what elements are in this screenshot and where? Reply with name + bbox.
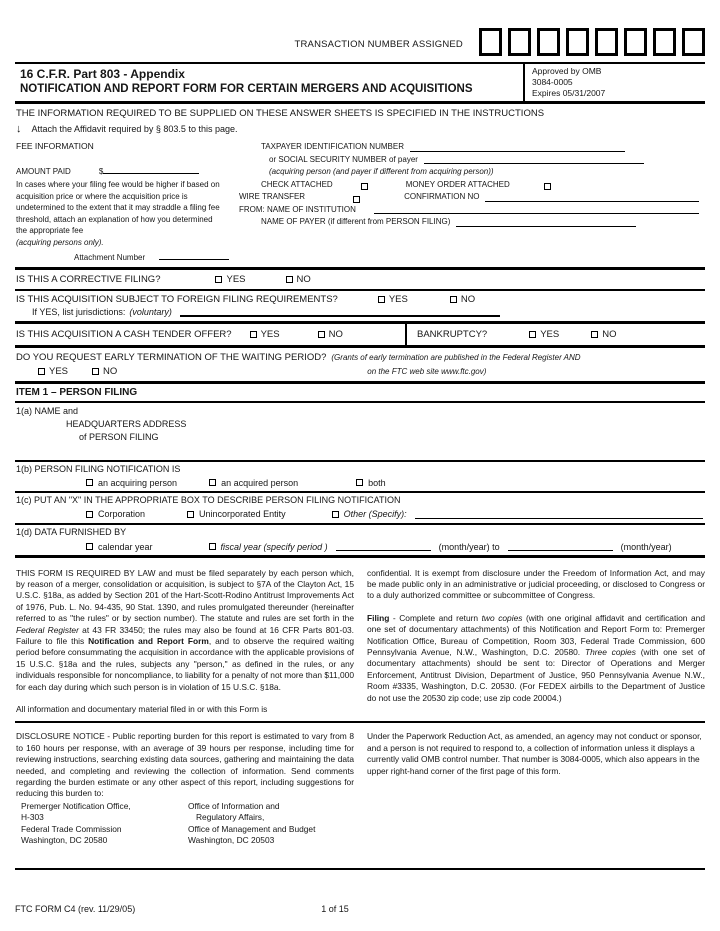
institution-field[interactable]: [374, 204, 699, 214]
no-label: NO: [103, 365, 118, 377]
item1b-section: [15, 462, 705, 493]
ftc-address-line: Washington, DC 20580: [21, 835, 108, 846]
payer-note-row: [239, 166, 705, 178]
paperwork-reduction-text: Under the Paperwork Reduction Act, as amended, an agency may not conduct or sponsor, and a person is not required to respond to, a collection of information unless it displays a currently valid OMB control number. That number is 3084-0005, which also appears in the upper right-hand corner of the first page of this form.: [367, 731, 702, 776]
legal-text-section: [15, 558, 705, 722]
foreign-no-option: [450, 294, 475, 305]
cash-yes-option: [250, 329, 280, 340]
no-label: NO: [328, 328, 343, 340]
bankruptcy-cell: [405, 324, 705, 345]
cash-no-checkbox[interactable]: [318, 331, 325, 338]
yes-label: YES: [540, 328, 560, 340]
institution-label: FROM: NAME OF INSTITUTION: [239, 204, 356, 214]
unincorporated-label: Unincorporated Entity: [199, 509, 286, 519]
transaction-digit-box[interactable]: [595, 28, 618, 56]
other-label: Other (Specify):: [343, 509, 407, 519]
fiscal-year-label: fiscal year (specify period ): [220, 541, 328, 552]
form-header-titles: [15, 64, 523, 101]
legal-p4-part-d: (with one original affidavit and certification and one set of documentary attachments) of this Notification and Report Form to: Premerger Notification Office, Bureau of Competition, Room 303, Federal Trade Commission, 600 Pennsylvania Avenue, N.W., Washington, D.C. 20580.: [367, 612, 705, 657]
item1a-section: [15, 403, 705, 462]
calendar-year-label: calendar year: [98, 541, 153, 552]
calendar-year-option: [86, 542, 153, 552]
bankruptcy-no-option: [591, 329, 616, 340]
item1d-options: [16, 541, 705, 552]
early-termination-options: [16, 366, 705, 377]
form-number: FTC FORM C4 (rev. 11/29/05): [15, 904, 136, 915]
corrective-filing-row: [15, 270, 705, 291]
early-termination-label: DO YOU REQUEST EARLY TERMINATION OF THE WAITING PERIOD?: [16, 351, 327, 363]
item1d-label: 1(d) DATA FURNISHED BY: [16, 526, 127, 537]
early-no-checkbox[interactable]: [92, 368, 99, 375]
other-option: [332, 509, 407, 519]
both-option: [356, 478, 386, 488]
early-yes-option: [38, 366, 68, 377]
check-row: [239, 179, 705, 191]
ssn-field[interactable]: [424, 154, 644, 164]
foreign-filing-question: [16, 294, 705, 305]
institution-row: [239, 204, 705, 216]
item1c-label: 1(c) PUT AN "X" IN THE APPROPRIATE BOX TO DESCRIBE PERSON FILING NOTIFICATION: [16, 494, 401, 505]
omb-approved-line: Approved by OMB: [532, 66, 602, 76]
fiscal-year-option: [209, 542, 328, 552]
legal-paragraph-3: confidential. It is exempt from disclosure under the Freedom of Information Act, and may be made public only in an administrative or judicial proceeding, or disclosed to Congress or to a duly authorized committee or subcommittee of Congress.: [367, 567, 705, 601]
acquiring-person-label: an acquiring person: [98, 477, 178, 488]
yes-label: YES: [260, 328, 280, 340]
omb-approval-box: [523, 64, 705, 101]
fee-left-column: [15, 141, 239, 264]
corrective-filing-label: IS THIS A CORRECTIVE FILING?: [16, 273, 161, 285]
transaction-boxes: [479, 28, 705, 56]
money-order-label: MONEY ORDER ATTACHED: [405, 179, 510, 189]
legal-paragraph-4: [367, 613, 705, 704]
both-label: both: [368, 477, 386, 488]
instructions-line: THE INFORMATION REQUIRED TO BE SUPPLIED ON THESE ANSWER SHEETS IS SPECIFIED IN THE INSTRUCTIONS: [16, 108, 545, 119]
amount-paid-label: AMOUNT PAID: [16, 166, 71, 176]
omb-address-line: Washington, DC 20503: [188, 835, 275, 846]
item1a-line1: 1(a) NAME and: [16, 405, 79, 416]
foreign-yes-checkbox[interactable]: [378, 296, 385, 303]
yes-label: YES: [388, 293, 408, 305]
cash-yes-checkbox[interactable]: [250, 331, 257, 338]
calendar-year-checkbox[interactable]: [86, 543, 93, 550]
item1a-line3: of PERSON FILING: [79, 431, 159, 442]
cash-tender-label: IS THIS ACQUISITION A CASH TENDER OFFER?: [16, 328, 232, 340]
corrective-no-checkbox[interactable]: [286, 276, 293, 283]
page-number: 1 of 15: [321, 904, 349, 915]
cfr-part-line: 16 C.F.R. Part 803 - Appendix: [20, 67, 185, 81]
ftc-address-block: [16, 801, 188, 847]
affidavit-text: Attach the Affidavit required by § 803.5 to this page.: [31, 124, 238, 134]
item1c-options: [16, 509, 705, 520]
transaction-digit-box[interactable]: [479, 28, 502, 56]
disclosure-right-column: [367, 731, 705, 846]
omb-address-block: [188, 801, 354, 847]
down-arrow-icon: ↓: [16, 123, 22, 135]
transaction-number-row: [15, 24, 705, 60]
voluntary-label: (voluntary): [129, 306, 172, 317]
item1c-section: [15, 493, 705, 525]
omb-address-line: Regulatory Affairs,: [196, 812, 265, 823]
ssn-label: or SOCIAL SECURITY NUMBER of payer: [269, 154, 418, 164]
two-copies-italic: two copies: [481, 612, 523, 623]
notification-form-bold: Notification and Report Form: [88, 635, 209, 646]
tin-label: TAXPAYER IDENTIFICATION NUMBER: [261, 142, 404, 151]
disclosure-left-column: [16, 731, 354, 846]
attachment-number-row: [16, 250, 239, 264]
acquiring-person-checkbox[interactable]: [86, 479, 93, 486]
acquired-person-option: [209, 478, 298, 488]
early-yes-checkbox[interactable]: [38, 368, 45, 375]
omb-address-line: Office of Information and: [188, 800, 280, 811]
transaction-digit-box[interactable]: [537, 28, 560, 56]
fee-note-body: In cases where your filing fee would be higher if based on acquisition price or where the acquisition price is undetermined to the extent that it may straddle a filing fee threshold, attach an explanation of how you determined the appropriate fee: [16, 180, 220, 235]
wire-row: [239, 191, 705, 203]
foreign-filing-label: IS THIS ACQUISITION SUBJECT TO FOREIGN FILING REQUIREMENTS?: [16, 293, 338, 305]
form-header: [15, 62, 705, 104]
dollar-sign: $: [98, 166, 104, 176]
legal-left-column: [16, 568, 354, 716]
transaction-digit-box[interactable]: [566, 28, 589, 56]
check-attached-checkbox[interactable]: [361, 183, 368, 190]
item1a-line2: HEADQUARTERS ADDRESS: [66, 418, 187, 429]
item1b-options: [16, 478, 705, 488]
item1b-label: 1(b) PERSON FILING NOTIFICATION IS: [16, 463, 181, 474]
early-no-option: [92, 366, 117, 377]
yes-label: YES: [226, 273, 246, 285]
legal-p1-part-a: THIS FORM IS REQUIRED BY LAW and must be filed separately by each person which, by reason of a merger, consolidation or acquisition, is subject to §7A of the Clayton Act, 15 U.S.C. §18a, as added by Section 201 of the Hart-Scott-Rodino Antitrust Improvements Act of 1976, Pub. L. No. 94-435, 90 Stat. 1390, and rules promulgated thereunder (hereinafter referred to as "the rules" or by section number). The statute and rules are set forth in the: [16, 567, 354, 624]
acquired-person-checkbox[interactable]: [209, 479, 216, 486]
disclosure-notice-text: DISCLOSURE NOTICE - Public reporting burden for this report is estimated to vary from 8 to 160 hours per response, with an average of 39 hours per response, including time for reviewing instructions, searching existing data sources, gathering and maintaining the data needed, and completing and reviewing the collection of information. Send comments regarding the burden estimate or any other aspect of this report, including suggestions for reducing this burden to:: [16, 731, 354, 799]
confirmation-no-field[interactable]: [485, 192, 699, 202]
ftc-address-line: Federal Trade Commission: [21, 823, 122, 834]
attachment-number-field[interactable]: [159, 250, 229, 260]
early-termination-row: [15, 348, 705, 384]
bankruptcy-no-checkbox[interactable]: [591, 331, 598, 338]
legal-p1-part-e: , and to observe the required waiting period before consummating the acquisition in accordance with the applicable provisions of 15 U.S.C. §18a and the rules, subjects any "person," as defined in the rules, or any individuals responsible for noncompliance, to liability for a penalty of not more than $11,000 for each day during which such person is in violation of 15 U.S.C. §18a.: [16, 635, 354, 692]
item1-title: ITEM 1 – PERSON FILING: [15, 384, 705, 403]
unincorporated-option: [187, 509, 286, 519]
transaction-digit-box[interactable]: [624, 28, 647, 56]
foreign-filing-row: [15, 291, 705, 324]
legal-p4-part-f: (with one set of documentary attachments) should be sent to: Director of Operations and Merger Enforcement, Antitrust Division, Department of Justice, 950 Pennsylvania Avenue N.W., Room #3335, Washington, D.C. 20530. (For FEDEX airbills to the Department of Justice do not use the 20530 zip code; use zip code 20004.): [367, 646, 705, 703]
fee-note-text: [16, 179, 222, 248]
corrective-no-option: [286, 274, 311, 285]
acquired-person-label: an acquired person: [221, 477, 299, 488]
omb-address-line: Office of Management and Budget: [188, 823, 316, 834]
fiscal-year-checkbox[interactable]: [209, 543, 216, 550]
early-termination-question: [16, 352, 705, 363]
yes-label: YES: [49, 365, 69, 377]
fee-information-label: FEE INFORMATION: [16, 141, 94, 151]
ssn-row: [239, 154, 705, 166]
legal-paragraph-1: [16, 568, 354, 693]
early-termination-note-2: on the FTC web site www.ftc.gov): [367, 366, 487, 376]
ftc-address-line: Premerger Notification Office,: [21, 800, 131, 811]
filing-bold: Filing: [367, 612, 390, 623]
amount-paid-field[interactable]: [103, 164, 199, 174]
jurisdictions-label: If YES, list jurisdictions:: [32, 306, 126, 317]
payer-name-field[interactable]: [456, 217, 636, 227]
other-specify-field[interactable]: [415, 509, 703, 519]
bankruptcy-label: BANKRUPTCY?: [417, 328, 488, 340]
payer-name-row: [239, 216, 705, 228]
legal-p4-part-b: - Complete and return: [389, 612, 482, 623]
confirmation-no-label: CONFIRMATION NO: [404, 192, 480, 201]
corrective-yes-option: [215, 274, 245, 285]
affidavit-line: [15, 120, 705, 139]
foreign-jurisdictions-row: [16, 307, 705, 317]
no-label: NO: [602, 328, 617, 340]
transaction-number-label: TRANSACTION NUMBER ASSIGNED: [294, 38, 463, 50]
month-year-label: (month/year): [620, 541, 672, 552]
both-checkbox[interactable]: [356, 479, 363, 486]
no-label: NO: [460, 293, 476, 305]
federal-register-italic: Federal Register: [16, 624, 79, 635]
corporation-label: Corporation: [98, 509, 146, 519]
omb-number: 3084-0005: [532, 77, 573, 87]
disclosure-notice-section: [15, 721, 705, 870]
transaction-digit-box[interactable]: [508, 28, 531, 56]
payer-note-text: (acquiring person (and payer if different from acquiring person)): [269, 167, 494, 176]
jurisdictions-field[interactable]: [180, 307, 500, 317]
wire-transfer-checkbox[interactable]: [353, 196, 360, 203]
transaction-digit-box[interactable]: [682, 28, 705, 56]
page-footer: [15, 904, 705, 914]
cash-tender-cell: [15, 324, 405, 345]
other-checkbox[interactable]: [332, 511, 339, 518]
money-order-checkbox[interactable]: [544, 183, 551, 190]
corporation-option: [86, 509, 145, 519]
cash-no-option: [318, 329, 343, 340]
payer-name-label: NAME OF PAYER (if different from PERSON FILING): [261, 217, 451, 226]
legal-right-column: [367, 568, 705, 716]
corporation-checkbox[interactable]: [86, 511, 93, 518]
early-termination-note: (Grants of early termination are published in the Federal Register AND: [331, 352, 581, 362]
legal-paragraph-2: All information and documentary material filed in or with this Form is: [16, 703, 268, 714]
corrective-yes-checkbox[interactable]: [215, 276, 222, 283]
check-attached-label: CHECK ATTACHED: [261, 179, 333, 189]
transaction-digit-box[interactable]: [653, 28, 676, 56]
fee-right-column: [239, 141, 705, 264]
cash-tender-bankruptcy-row: [15, 324, 705, 348]
fee-information-section: [15, 139, 705, 270]
fee-note-italic: (acquiring persons only).: [16, 237, 104, 247]
no-label: NO: [296, 273, 311, 285]
omb-expires: Expires 05/31/2007: [532, 88, 606, 98]
ftc-address-line: H-303: [21, 812, 44, 823]
three-copies-italic: Three copies: [584, 646, 636, 657]
form-title: NOTIFICATION AND REPORT FORM FOR CERTAIN MERGERS AND ACQUISITIONS: [20, 83, 473, 95]
month-year-to-label: (month/year) to: [438, 541, 500, 552]
legal-p1-part-c: at 43 FR 33450; the rules may also be found at 16 CFR Parts 801-03. Failure to file this: [16, 624, 354, 646]
tin-row: [239, 141, 705, 153]
bankruptcy-yes-option: [529, 329, 559, 340]
tin-field[interactable]: [410, 142, 625, 152]
amount-paid-row: [16, 164, 239, 178]
unincorporated-checkbox[interactable]: [187, 511, 194, 518]
acquiring-person-option: [86, 478, 177, 488]
wire-transfer-label: WIRE TRANSFER: [239, 192, 306, 201]
item1d-section: [15, 525, 705, 558]
early-yesno-group: [38, 366, 117, 377]
attachment-number-label: Attachment Number: [74, 253, 146, 262]
fiscal-period-start-field[interactable]: [336, 541, 431, 551]
bankruptcy-yes-checkbox[interactable]: [529, 331, 536, 338]
fiscal-period-end-field[interactable]: [508, 541, 613, 551]
foreign-no-checkbox[interactable]: [450, 296, 457, 303]
foreign-yes-option: [378, 294, 408, 305]
disclosure-addresses: [16, 801, 354, 847]
